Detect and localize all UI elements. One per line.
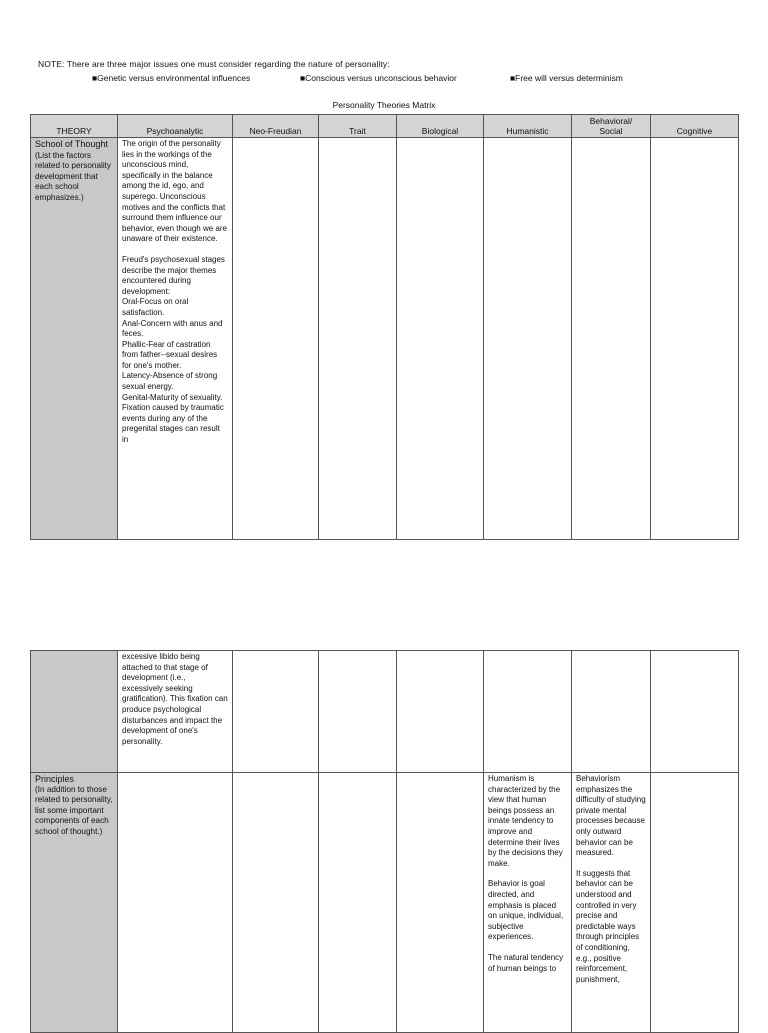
note-text: NOTE: There are three major issues one must consider regarding the nature of personality: <box>38 59 390 69</box>
row-header-school-of-thought <box>31 138 118 540</box>
matrix-table-part-2 <box>30 650 739 1033</box>
header-humanistic: Humanistic <box>484 115 572 138</box>
school-of-thought-instruction: (List the factors related to personality development that each school emphasizes.) <box>35 150 112 202</box>
row-header-principles <box>31 773 118 1033</box>
matrix-title: Personality Theories Matrix <box>332 100 436 110</box>
cell-school-cognitive <box>651 138 739 540</box>
cell-psychoanalytic-continued <box>118 651 233 773</box>
cell-school-psychoanalytic <box>118 138 233 540</box>
header-cognitive: Cognitive <box>651 115 739 138</box>
cell-school-trait <box>319 138 397 540</box>
principles-title: Principles <box>35 774 75 784</box>
cell-school-neo-freudian <box>233 138 319 540</box>
header-psychoanalytic: Psychoanalytic <box>118 115 233 138</box>
cell-principles-biological <box>397 773 484 1033</box>
cell-school-biological <box>397 138 484 540</box>
school-of-thought-row <box>31 138 739 540</box>
cell-biological-continued <box>397 651 484 773</box>
behaviorism-definition-text: Behaviorism emphasizes the difficulty of studying private mental processes because only outward behavior can be measured. <box>576 774 646 858</box>
cell-school-behavioral <box>572 138 651 540</box>
header-biological: Biological <box>397 115 484 138</box>
header-behavioral-social: Behavioral/ Social <box>572 115 651 138</box>
school-of-thought-title: School of Thought <box>35 139 108 149</box>
psychoanalytic-fixation-text: excessive libido being attached to that stage of development (i.e., excessively seeking gratification). This fixation can produce psychological disturbances and impact the development of one's personality. <box>122 652 228 746</box>
cell-principles-cognitive <box>651 773 739 1033</box>
school-of-thought-row-continued <box>31 651 739 773</box>
cell-principles-trait <box>319 773 397 1033</box>
header-trait: Trait <box>319 115 397 138</box>
humanism-definition-text: Humanism is characterized by the view that human beings possess an innate tendency to improve and determine their lives by the decisions they make. <box>488 774 563 868</box>
issue-conscious-unconscious: ■Conscious versus unconscious behavior <box>300 73 457 83</box>
issue-free-will-determinism: ■Free will versus determinism <box>510 73 623 83</box>
cell-humanistic-continued <box>484 651 572 773</box>
humanism-natural-tendency-text: The natural tendency of human beings to <box>488 952 564 973</box>
header-neo-freudian: Neo-Freudian <box>233 115 319 138</box>
cell-school-humanistic <box>484 138 572 540</box>
cell-principles-behavioral <box>572 773 651 1033</box>
cell-principles-psychoanalytic <box>118 773 233 1033</box>
issue-genetic-environment: ■Genetic versus environmental influences <box>92 73 251 83</box>
row-header-continued <box>31 651 118 773</box>
psychoanalytic-origin-text: The origin of the personality lies in the workings of the unconscious mind, specifically in the balance among the id, ego, and superego. Unconscious motives and the conflicts that surround them influence our behavior, even though we are unaware of their existence. <box>122 139 227 244</box>
cell-trait-continued <box>319 651 397 773</box>
cell-principles-humanistic <box>484 773 572 1033</box>
behaviorism-conditioning-text: It suggests that behavior can be understood and controlled in very precise and predictable ways through principles of conditioning, e.g., positive reinforcement, punishment, <box>576 868 640 984</box>
header-theory: THEORY <box>31 115 118 138</box>
cell-principles-neo-freudian <box>233 773 319 1033</box>
matrix-table-part-1 <box>30 114 739 540</box>
cell-cognitive-continued <box>651 651 739 773</box>
cell-behavioral-continued <box>572 651 651 773</box>
cell-neo-freudian-continued <box>233 651 319 773</box>
principles-instruction: (In addition to those related to personality, list some important components of each school of thought.) <box>35 784 113 836</box>
principles-row <box>31 773 739 1033</box>
psychoanalytic-stages-text: Freud's psychosexual stages describe the major themes encountered during development: Oral-Focus on oral satisfaction. Anal-Concern with anus and feces. Phallic-Fear of castration from father--sexual desires for one's mother. Latency-Absence of strong sexual energy. Genital-Maturity of sexuality. Fixation caused by traumatic events during any of the pregenital stages can result in <box>122 254 225 445</box>
humanism-goal-directed-text: Behavior is goal directed, and emphasis is placed on unique, individual, subjective experiences. <box>488 879 564 942</box>
